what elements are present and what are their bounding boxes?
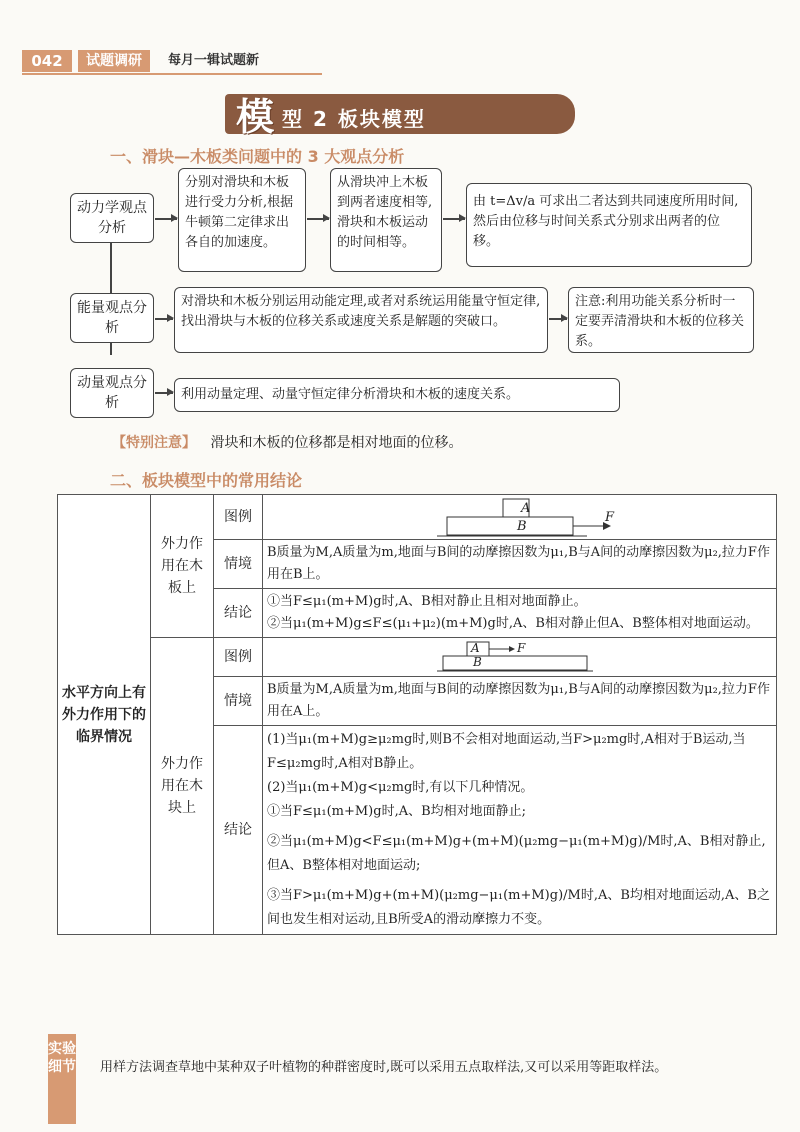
case1-scene-label: 情境 [214, 540, 263, 589]
arrow [155, 392, 173, 394]
arrow [155, 318, 173, 320]
special-note-text: 滑块和木板的位移都是相对地面的位移。 [210, 435, 463, 451]
momentum-label: 动量观点分析 [70, 368, 154, 418]
case2-diagram [267, 640, 772, 674]
diagram-f-label: F [517, 641, 526, 655]
case2-diagram-cell [263, 638, 777, 677]
case1-conclusion [263, 589, 777, 638]
dynamics-step1: 分别对滑块和木板进行受力分析,根据牛顿第二定律求出各自的加速度。 [178, 168, 306, 272]
diagram-f-label: F [605, 510, 615, 525]
diagram-b-label: B [517, 519, 527, 534]
case2-conclusion-4: ②当μ₁(m+M)g<F≤μ₁(m+M)g+(m+M)(μ₂mg−μ₁(m+M)g)/M时,A、B相对静止,但A、B整体相对地面运动; [267, 834, 766, 873]
case2-label: 外力作用在木块上 [151, 638, 214, 935]
diagram-a-label: A [471, 641, 480, 655]
arrow [443, 218, 465, 220]
case2-conclusion-5: ③当F>μ₁(m+M)g+(m+M)(μ₂mg−μ₁(m+M)g)/M时,A、B均相对地面运动,A、B之间也发生相对运动,且B所受A的滑动摩擦力不变。 [267, 888, 770, 927]
case2-conclusion-2: (2)当μ₁(m+M)g<μ₂mg时,有以下几种情况。 [267, 780, 534, 795]
dynamics-label: 动力学观点分析 [70, 193, 154, 243]
energy-step1: 对滑块和木板分别运用动能定理,或者对系统运用能量守恒定律,找出滑块与木板的位移关系或速度关系是解题的突破口。 [174, 287, 548, 353]
case1-scene: B质量为M,A质量为m,地面与B间的动摩擦因数为μ₁,B与A间的动摩擦因数为μ₂,拉力F作用在B上。 [263, 540, 777, 589]
board-b [443, 656, 587, 670]
page-title: 型 2 板块模型 [282, 107, 426, 131]
dynamics-step3: 由 t=Δv/a 可求出二者达到共同速度所用时间,然后由位移与时间关系式分别求出两者的位移。 [466, 183, 752, 267]
case1-diagram-cell [263, 495, 777, 540]
case1-conclusion-2: ②当μ₁(m+M)g≤F≤(μ₁+μ₂)(m+M)g时,A、B相对静止但A、B整体相对地面运动。 [267, 616, 759, 631]
page-number: 042 [22, 50, 72, 72]
header-divider [22, 73, 322, 75]
energy-note: 注意:利用功能关系分析时一定要弄清滑块和木板的位移关系。 [568, 287, 754, 353]
title-big-char: 模 [236, 94, 275, 139]
special-note-tag: 【特别注意】 [112, 435, 196, 451]
row-header: 水平方向上有外力作用下的临界情况 [58, 495, 151, 935]
case2-block-diagram [437, 640, 657, 674]
case1-diagram [267, 497, 772, 537]
arrow [549, 318, 567, 320]
momentum-step1: 利用动量定理、动量守恒定律分析滑块和木板的速度关系。 [174, 378, 620, 412]
case2-conclusion-1: (1)当μ₁(m+M)g≥μ₂mg时,则B不会相对地面运动,当F>μ₂mg时,A相对于B运动,当F≤μ₂mg时,A相对B静止。 [267, 732, 746, 771]
diagram-b-label: B [473, 655, 482, 669]
arrow [155, 218, 177, 220]
footer-text: 用样方法调查草地中某种双子叶植物的种群密度时,既可以采用五点取样法,又可以采用等距取样法。 [100, 1060, 668, 1075]
section1-heading: 一、滑块—木板类问题中的 3 大观点分析 [110, 147, 405, 166]
case2-conclusion-3: ①当F≤μ₁(m+M)g时,A、B均相对地面静止; [267, 804, 527, 819]
special-note [112, 432, 462, 452]
force-arrowhead [509, 646, 515, 652]
section2-heading: 二、板块模型中的常用结论 [110, 471, 303, 490]
dynamics-step2: 从滑块冲上木板到两者速度相等,滑块和木板运动的时间相等。 [330, 168, 442, 272]
header-subtitle: 每月一辑试题新 [168, 53, 260, 68]
case1-diagram-label: 图例 [214, 495, 263, 540]
conclusion-table [57, 494, 777, 935]
case2-conclusion [263, 726, 777, 935]
case2-scene: B质量为M,A质量为m,地面与B间的动摩擦因数为μ₁,B与A间的动摩擦因数为μ₂,拉力F作用在A上。 [263, 677, 777, 726]
sidebar-tag: 实验细节 [48, 1034, 76, 1124]
section-tag: 试题调研 [78, 50, 150, 72]
case2-diagram-label: 图例 [214, 638, 263, 677]
case1-block-diagram [437, 497, 657, 539]
case2-conclusion-label: 结论 [214, 726, 263, 935]
arrow [307, 218, 329, 220]
case1-label: 外力作用在木板上 [151, 495, 214, 638]
energy-label: 能量观点分析 [70, 293, 154, 343]
board-b [447, 517, 573, 535]
case1-conclusion-1: ①当F≤μ₁(m+M)g时,A、B相对静止且相对地面静止。 [267, 594, 587, 609]
diagram-a-label: A [521, 501, 531, 516]
case1-conclusion-label: 结论 [214, 589, 263, 638]
case2-scene-label: 情境 [214, 677, 263, 726]
